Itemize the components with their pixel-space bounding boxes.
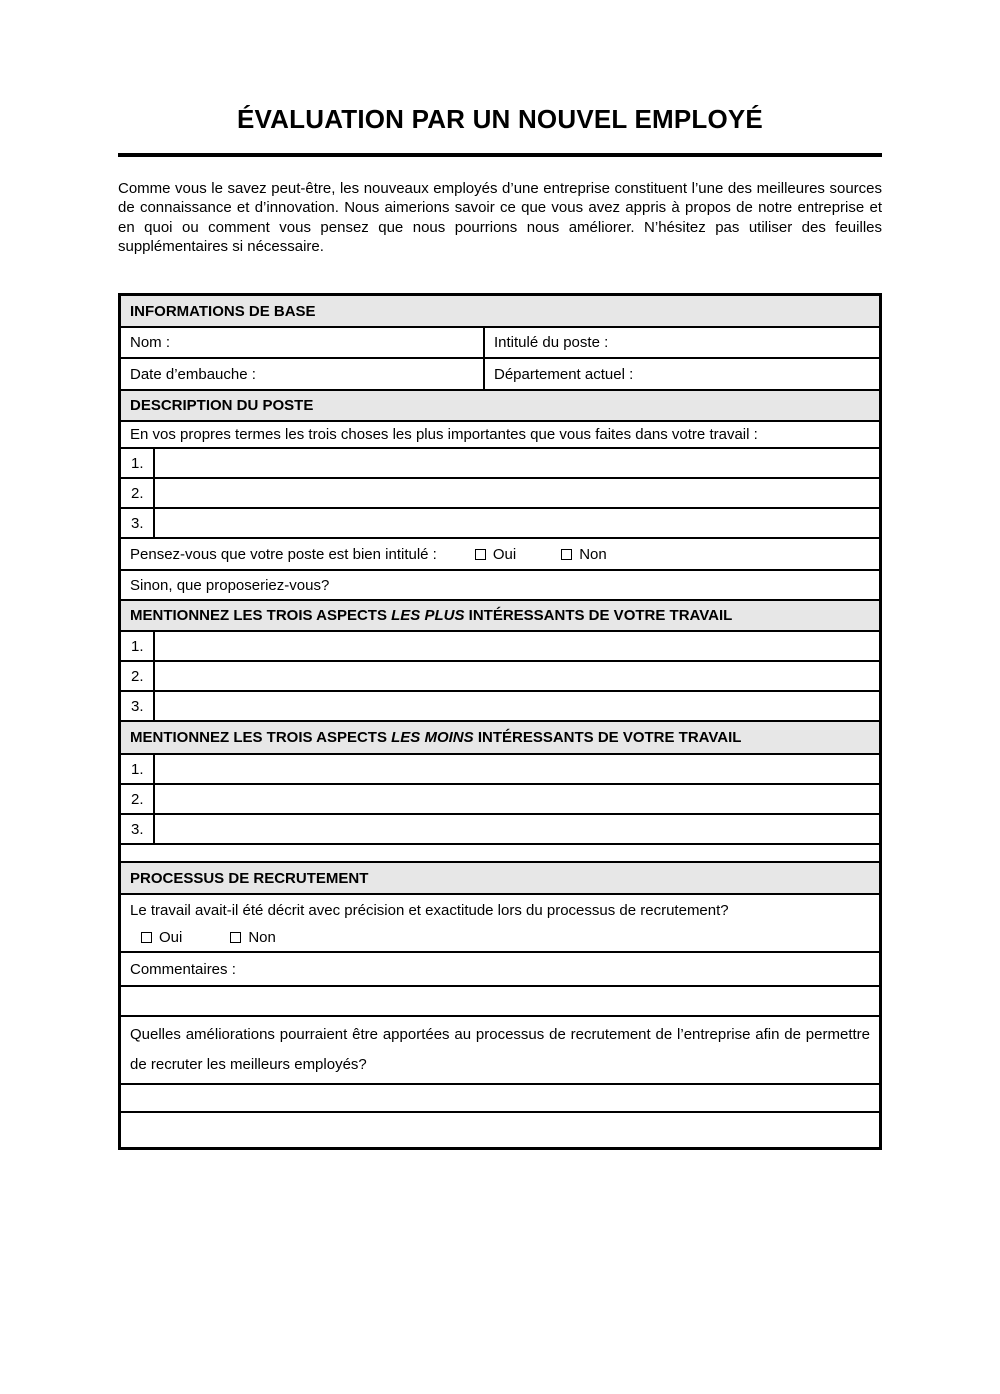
fill-line[interactable]	[155, 692, 879, 720]
fill-line[interactable]	[155, 815, 879, 843]
numbered-line-1	[121, 449, 879, 479]
checkbox-oui-recrutement[interactable]	[141, 929, 182, 946]
blank-row[interactable]	[121, 845, 879, 863]
field-intitule-label: Intitulé du poste :	[494, 334, 609, 352]
checkbox-icon	[561, 549, 572, 560]
field-departement-label: Département actuel :	[494, 365, 634, 383]
fill-line[interactable]	[155, 662, 879, 690]
blank-row[interactable]	[121, 1113, 879, 1147]
question-sinon-label: Sinon, que proposeriez-vous?	[130, 576, 330, 594]
checkbox-non-intitule[interactable]	[561, 546, 607, 563]
numbered-line-3	[121, 815, 879, 845]
line-number: 2.	[121, 785, 155, 813]
checkbox-icon	[475, 549, 486, 560]
blank-row[interactable]	[121, 987, 879, 1017]
checkbox-non-recrutement[interactable]	[230, 929, 276, 946]
numbered-line-2	[121, 662, 879, 692]
line-number: 3.	[121, 815, 155, 843]
row-date-departement	[121, 359, 879, 391]
section-header-aspects-les-moins	[121, 722, 879, 755]
numbered-line-1	[121, 755, 879, 785]
field-date-embauche[interactable]	[121, 359, 485, 389]
checkbox-icon	[230, 932, 241, 943]
page-title: ÉVALUATION PAR UN NOUVEL EMPLOYÉ	[237, 104, 763, 134]
fill-line[interactable]	[155, 632, 879, 660]
field-date-label: Date d’embauche :	[130, 365, 256, 383]
title-rule	[118, 153, 882, 157]
line-number: 2.	[121, 662, 155, 690]
numbered-line-3	[121, 692, 879, 722]
fill-line[interactable]	[155, 479, 879, 507]
field-nom-label: Nom :	[130, 334, 171, 352]
fill-line[interactable]	[155, 449, 879, 477]
checkbox-oui-label: Oui	[159, 929, 183, 947]
question-intitule-row	[121, 539, 879, 571]
description-prompt: En vos propres termes les trois choses les plus importantes que vous faites dans votre travail :	[130, 426, 758, 444]
section-header-description-du-poste	[121, 391, 879, 422]
section-header-label: MENTIONNEZ LES TROIS ASPECTS LES MOINS INTÉRESSANTS DE VOTRE TRAVAIL	[130, 729, 742, 747]
numbered-line-2	[121, 785, 879, 815]
question-recrutement-row	[121, 895, 879, 953]
checkbox-oui-intitule[interactable]	[475, 546, 516, 563]
line-number: 1.	[121, 449, 155, 477]
fill-line[interactable]	[155, 785, 879, 813]
description-prompt-row	[121, 422, 879, 449]
blank-row[interactable]	[121, 1085, 879, 1113]
section-header-processus-de-recrutement	[121, 863, 879, 895]
question-intitule-label: Pensez-vous que votre poste est bien intitulé :	[130, 545, 437, 563]
field-departement-actuel[interactable]	[485, 359, 879, 389]
line-number: 1.	[121, 755, 155, 783]
line-number: 2.	[121, 479, 155, 507]
field-intitule-du-poste[interactable]	[485, 328, 879, 357]
numbered-line-2	[121, 479, 879, 509]
numbered-line-3	[121, 509, 879, 539]
fill-line[interactable]	[155, 509, 879, 537]
line-number: 3.	[121, 509, 155, 537]
question-recrutement-label: Le travail avait-il été décrit avec précision et exactitude lors du processus de recrutement?	[130, 902, 729, 920]
evaluation-form-table	[118, 293, 882, 1150]
section-header-label: INFORMATIONS DE BASE	[130, 302, 316, 320]
line-number: 1.	[121, 632, 155, 660]
section-header-label: MENTIONNEZ LES TROIS ASPECTS LES PLUS INTÉRESSANTS DE VOTRE TRAVAIL	[130, 607, 733, 625]
fill-line[interactable]	[155, 755, 879, 783]
document-page	[118, 104, 882, 1150]
intro-paragraph: Comme vous le savez peut-être, les nouveaux employés d’une entreprise constituent l’une des meilleures sources de connaissance et d’innovation. Nous aimerions savoir ce que vous avez appris à propos de notre entreprise et en quoi ou comment vous pensez que nous pourrions nous améliorer. N’hésitez pas utiliser des feuilles supplémentaires si nécessaire.	[118, 180, 882, 255]
question-amelioration-row	[121, 1017, 879, 1085]
section-header-label: DESCRIPTION DU POSTE	[130, 397, 314, 415]
question-amelioration-label: Quelles améliorations pourraient être apportées au processus de recrutement de l’entreprise afin de permettre de recruter les meilleurs employés?	[130, 1026, 870, 1074]
section-header-informations-de-base	[121, 296, 879, 328]
field-nom[interactable]	[121, 328, 485, 357]
section-header-label: PROCESSUS DE RECRUTEMENT	[130, 869, 369, 887]
line-number: 3.	[121, 692, 155, 720]
question-sinon-row[interactable]	[121, 571, 879, 601]
checkbox-non-label: Non	[579, 545, 607, 563]
checkbox-non-label: Non	[248, 929, 276, 947]
commentaires-label: Commentaires :	[130, 960, 236, 978]
checkbox-oui-label: Oui	[492, 545, 517, 563]
checkbox-icon	[141, 932, 152, 943]
numbered-line-1	[121, 632, 879, 662]
row-nom-intitule	[121, 328, 879, 359]
commentaires-row[interactable]	[121, 953, 879, 987]
section-header-aspects-les-plus	[121, 601, 879, 632]
recrutement-checkboxes	[130, 929, 870, 946]
